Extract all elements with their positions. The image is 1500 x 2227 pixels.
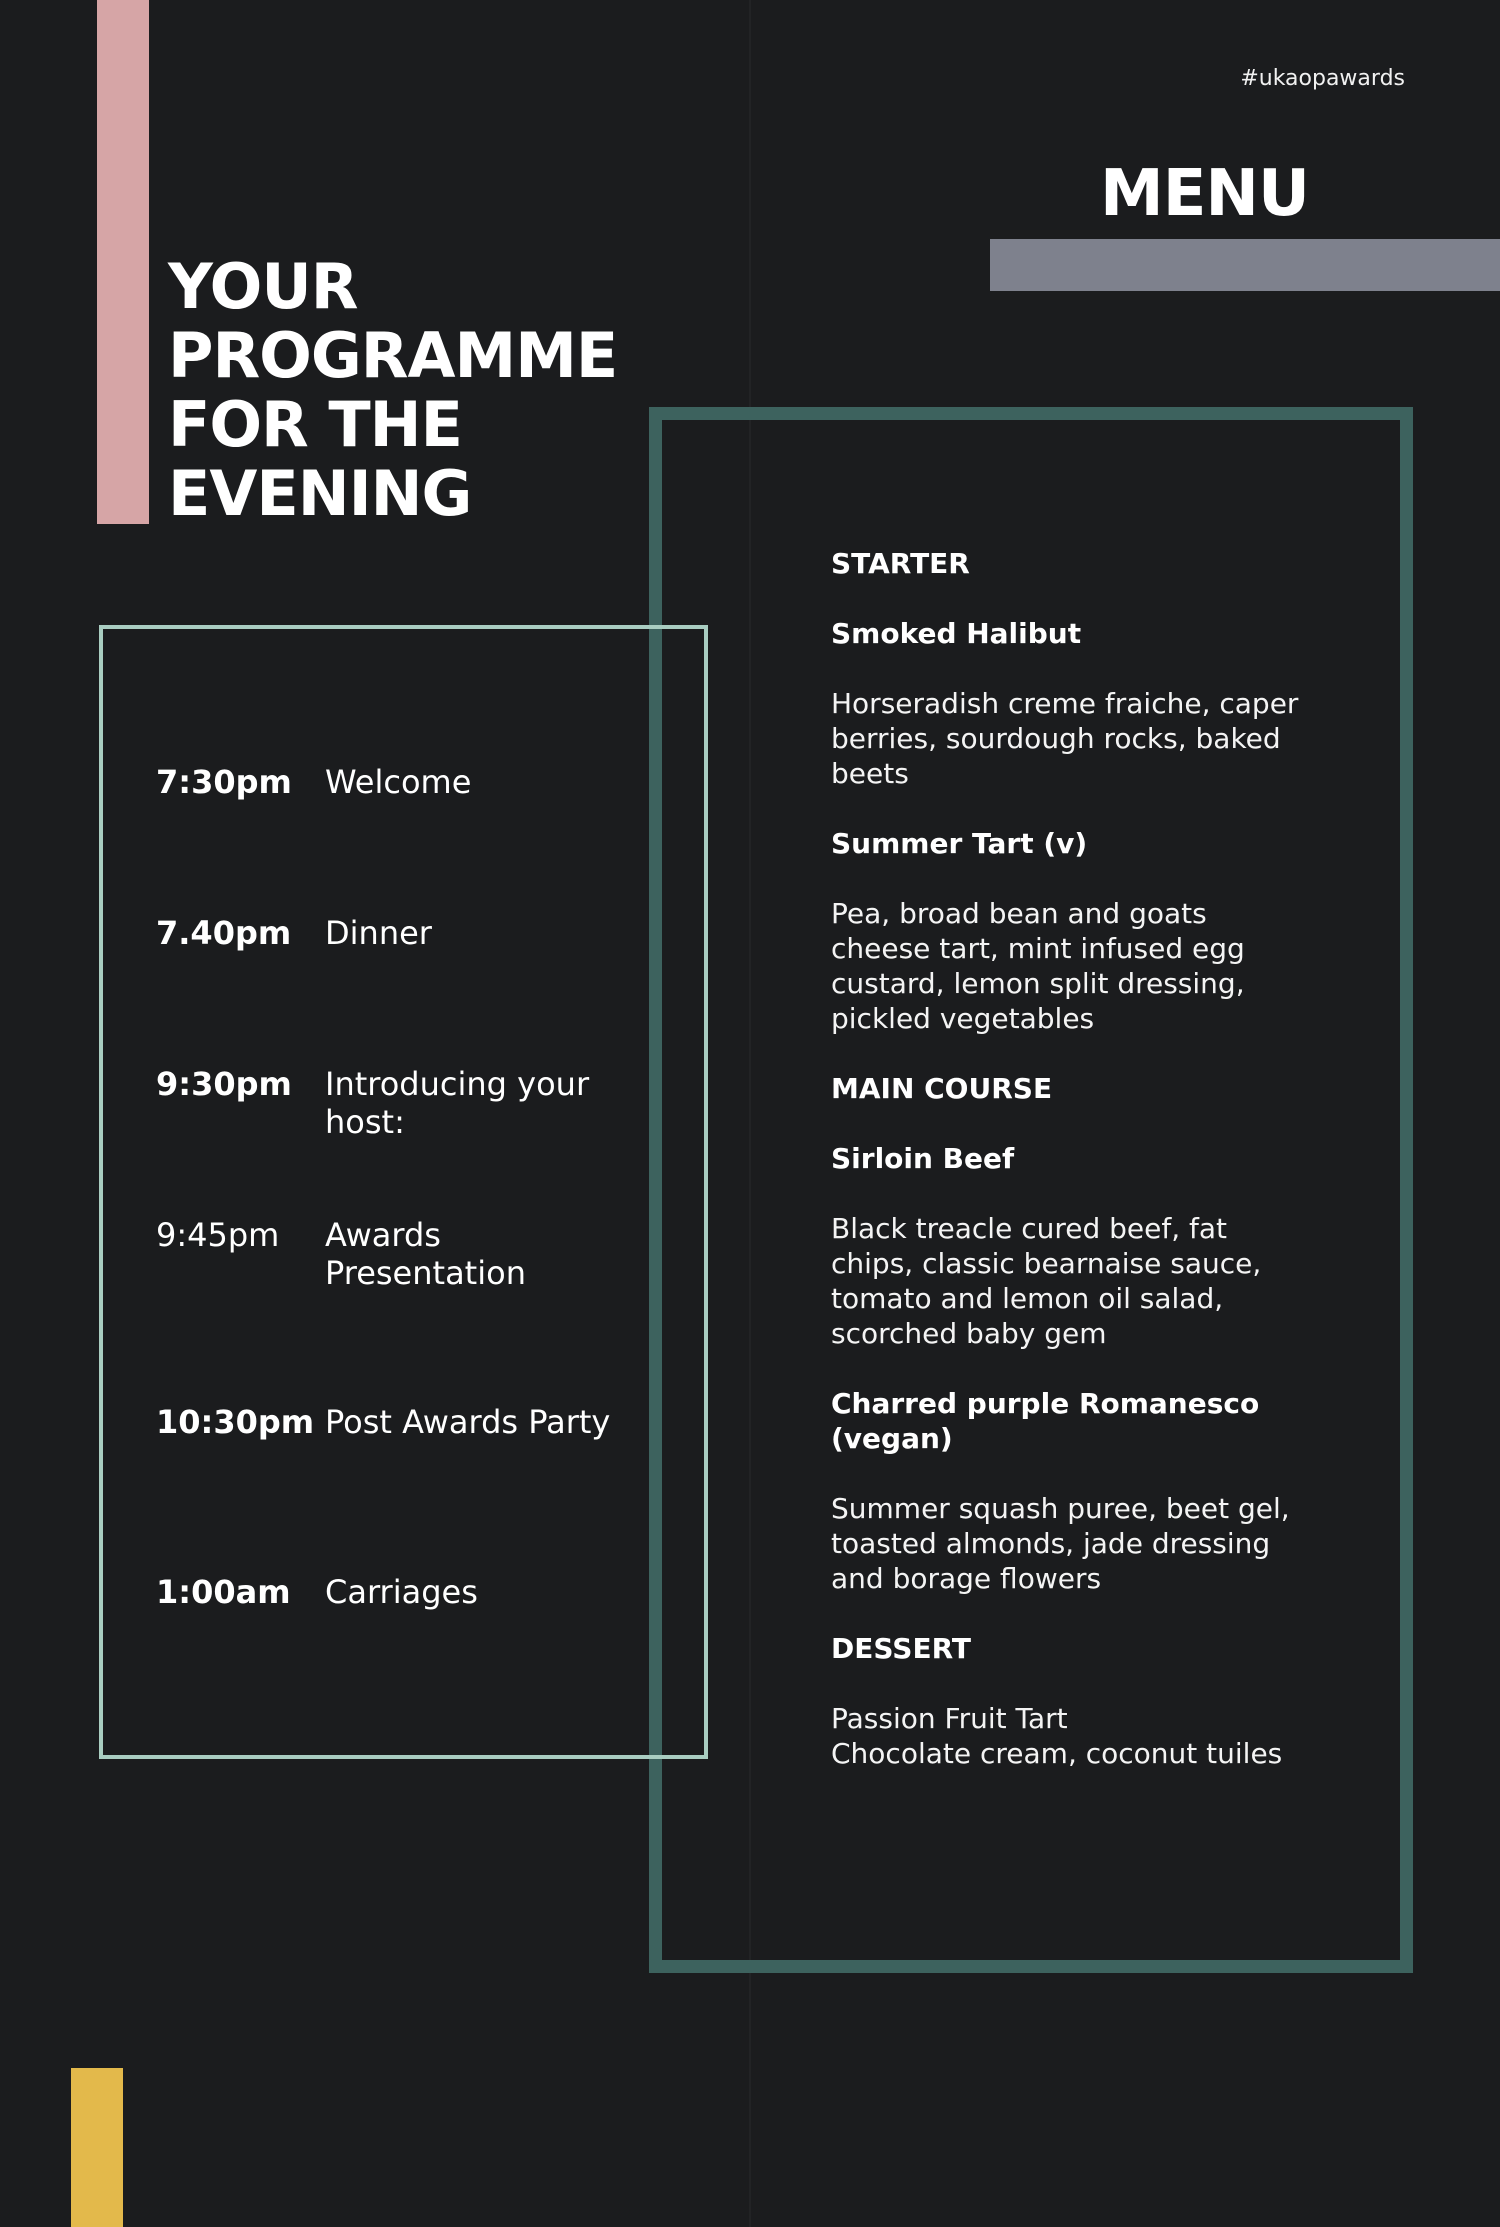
dish-name: Charred purple Romanesco (vegan) (831, 1387, 1260, 1455)
dish-name: Summer Tart (v) (831, 827, 1088, 860)
pink-accent-bar (97, 0, 149, 524)
menu-title: MENU (1100, 157, 1309, 231)
menu-content (831, 546, 1301, 1806)
schedule-time: 7.40pm (156, 914, 292, 952)
grey-accent-bar (990, 239, 1500, 291)
dish-description: Chocolate cream, coconut tuiles (831, 1737, 1283, 1770)
yellow-accent-bar (71, 2068, 123, 2227)
schedule-time: 10:30pm (156, 1403, 315, 1441)
menu-section-heading: MAIN COURSE (831, 1072, 1053, 1105)
hashtag: #ukaopawards (1240, 66, 1405, 91)
schedule-event: Post Awards Party (325, 1403, 611, 1441)
dish-name: Smoked Halibut (831, 617, 1082, 650)
programme-title-line: EVENING (168, 457, 472, 530)
schedule-time: 9:45pm (156, 1216, 280, 1254)
schedule-time: 7:30pm (156, 763, 292, 801)
programme-title-line: FOR THE (168, 388, 462, 461)
schedule-time: 9:30pm (156, 1065, 292, 1103)
dish-description: Horseradish creme fraiche, caper berries, sourdough rocks, baked beets (831, 687, 1299, 790)
programme-title (168, 252, 648, 528)
programme-title-line: YOUR (168, 250, 358, 323)
schedule-event: Awards Presentation (325, 1216, 526, 1292)
schedule-time: 1:00am (156, 1573, 291, 1611)
schedule-event: Dinner (325, 914, 432, 952)
dish-description: Pea, broad bean and goats cheese tart, mint infused egg custard, lemon split dressing, pickled vegetables (831, 897, 1245, 1035)
schedule-event: Introducing your host: (325, 1065, 590, 1141)
dish-name: Passion Fruit Tart (831, 1702, 1068, 1735)
menu-section-heading: STARTER (831, 547, 970, 580)
dish-description: Summer squash puree, beet gel, toasted almonds, jade dressing and borage flowers (831, 1492, 1290, 1595)
schedule-event: Welcome (325, 763, 472, 801)
schedule-event: Carriages (325, 1573, 478, 1611)
programme-title-line: PROGRAMME (168, 319, 618, 392)
dish-description: Black treacle cured beef, fat chips, classic bearnaise sauce, tomato and lemon oil salad, scorched baby gem (831, 1212, 1262, 1350)
menu-section-heading: DESSERT (831, 1632, 971, 1665)
dish-name: Sirloin Beef (831, 1142, 1015, 1175)
